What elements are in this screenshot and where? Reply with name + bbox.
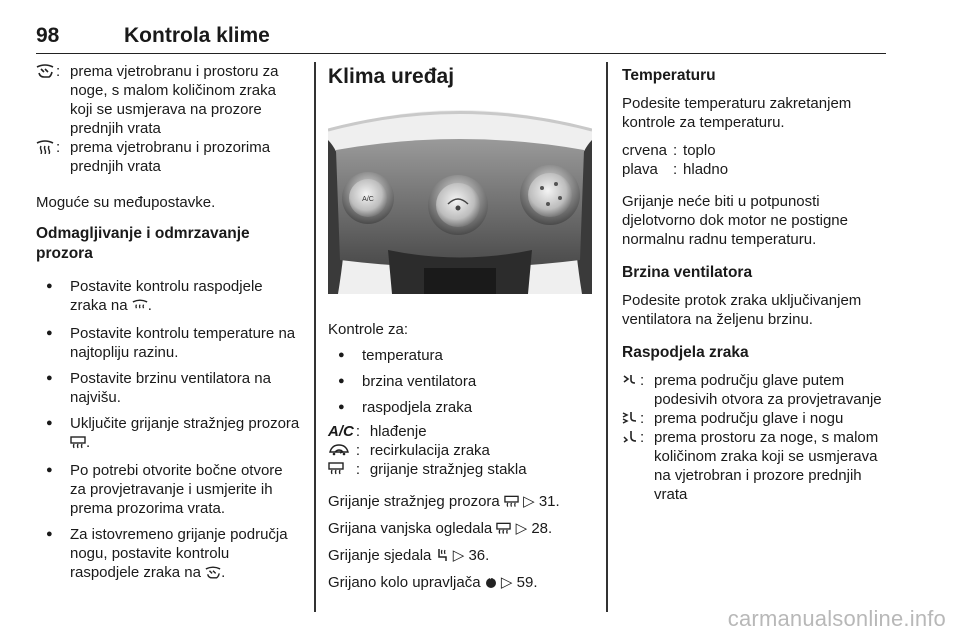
page-link[interactable]: 31. [538, 493, 560, 510]
column-1 [36, 62, 300, 591]
distribution-heading: Raspodjela zraka [622, 344, 749, 361]
page-ref-arrow-icon: ▷ [515, 520, 528, 537]
temperature-legend: crvena : toplo plava : hladno [622, 141, 886, 179]
recirculation-icon [328, 441, 354, 460]
legend-text: grijanje stražnjeg stakla [369, 461, 527, 478]
page-number: 98 [36, 24, 60, 47]
air-distribution-list-2: : prema području glave putem podesivih otvora za provjetravanje : prema području glave i nogu : prema prostoru za noge, s malom količinom zraka koji se usmjerava na vjetrobran i prozore prednjih vrata [622, 371, 886, 504]
rear-defrost-icon [328, 460, 354, 479]
section-title: Klima uređaj [328, 65, 455, 88]
air-option-text: prema području glave i nogu [654, 410, 844, 427]
footwell-icon [622, 428, 638, 504]
column-3 [622, 62, 886, 504]
column-divider-2 [606, 62, 608, 612]
heated-wheel-icon [485, 575, 497, 594]
page-link[interactable]: 36. [468, 547, 490, 564]
page-link[interactable]: 59. [516, 574, 538, 591]
reference-line: Grijanje sjedala ▷ 36. [328, 546, 592, 567]
defog-steps [36, 277, 300, 584]
rear-defrost-icon [496, 521, 511, 540]
list-item: ● Za istovremeno grijanje područja nogu, postavite kontrolu raspodjele zraka na . [36, 525, 300, 584]
fan-text: Podesite protok zraka uključivanjem ventilatora na željenu brzinu. [622, 292, 862, 328]
button-legend: A/C : hlađenje : recirkulacija zraka : grijanje stražnjeg stakla [328, 422, 592, 479]
list-item: ● Postavite brzinu ventilatora na najvišu. [36, 369, 300, 407]
page-ref-arrow-icon: ▷ [500, 574, 513, 591]
rear-defrost-icon [70, 435, 86, 454]
air-option-text: prema vjetrobranu i prostoru za noge, s malom količinom zraka koji se usmjerava na prozore prednjih vrata [70, 63, 279, 137]
air-distribution-list-1: : prema vjetrobranu i prostoru za noge, s malom količinom zraka koji se usmjerava na prozore prednjih vrata : prema vjetrobranu i prozorima prednjih vrata [36, 62, 300, 176]
air-option-text: prema vjetrobranu i prozorima prednjih vrata [70, 139, 271, 175]
list-item: ● Postavite kontrolu temperature na najtopliju razinu. [36, 324, 300, 362]
color-label: plava [622, 161, 658, 178]
ac-symbol: A/C [328, 423, 354, 440]
heated-seat-icon [436, 548, 449, 567]
list-item: ● temperatura [328, 346, 592, 365]
defog-heading: Odmagljivanje i odmrzavanje prozora [36, 225, 250, 262]
controls-intro: Kontrole za: [328, 321, 409, 338]
list-item: ● Po potrebi otvorite bočne otvore za provjetravanje i usmjerite ih prema prozorima vrata. [36, 461, 300, 518]
windshield-footwell-icon [205, 565, 221, 584]
rear-defrost-icon [504, 494, 519, 513]
column-2 [328, 62, 592, 594]
presets-note: Moguće su međupostavke. [36, 194, 216, 211]
list-item: ● Uključite grijanje stražnjeg prozora . [36, 414, 300, 454]
list-item: ● brzina ventilatora [328, 372, 592, 391]
reference-line: Grijano kolo upravljača ▷ 59. [328, 573, 592, 594]
page-title: Kontrola klime [124, 24, 270, 47]
windshield-defrost-icon [36, 138, 54, 176]
climate-panel-photo [328, 100, 592, 294]
reference-line: Grijanje stražnjeg prozora ▷ 31. [328, 492, 592, 513]
air-option-text: prema području glave putem podesivih otvora za provjetravanje [654, 372, 882, 408]
page-header [36, 24, 886, 54]
windshield-footwell-icon [36, 62, 54, 138]
page-ref-arrow-icon: ▷ [452, 547, 465, 564]
list-item: ● Postavite kontrolu raspodjele zraka na . [36, 277, 300, 317]
temperature-heading: Temperaturu [622, 67, 716, 84]
air-option-text: prema prostoru za noge, s malom količinom zraka koji se usmjerava na vjetrobran i prozore prednjih vrata [654, 429, 879, 503]
head-vent-icon [622, 371, 638, 409]
head-foot-icon [622, 409, 638, 428]
color-meaning: hladno [683, 161, 729, 178]
color-meaning: toplo [683, 142, 716, 159]
cross-references [328, 492, 592, 594]
page-ref-arrow-icon: ▷ [523, 493, 535, 510]
color-label: crvena [622, 142, 668, 159]
page-link[interactable]: 28. [531, 520, 553, 537]
legend-text: hlađenje [369, 423, 427, 440]
column-divider-1 [314, 62, 316, 612]
fan-heading: Brzina ventilatora [622, 264, 753, 281]
windshield-defrost-icon [132, 298, 148, 317]
legend-text: recirkulacija zraka [369, 442, 490, 459]
watermark: carmanualsonline.info [727, 606, 946, 631]
controls-list [328, 346, 592, 417]
reference-line: Grijana vanjska ogledala ▷ 28. [328, 519, 592, 540]
list-item: ● raspodjela zraka [328, 398, 592, 417]
temperature-text: Podesite temperaturu zakretanjem kontrole za temperaturu. [622, 95, 852, 131]
temperature-note: Grijanje neće biti u potpunosti djelotvorno dok motor ne postigne normalnu radnu temperaturu. [622, 193, 848, 248]
ac-knob-label: A/C [362, 196, 374, 203]
